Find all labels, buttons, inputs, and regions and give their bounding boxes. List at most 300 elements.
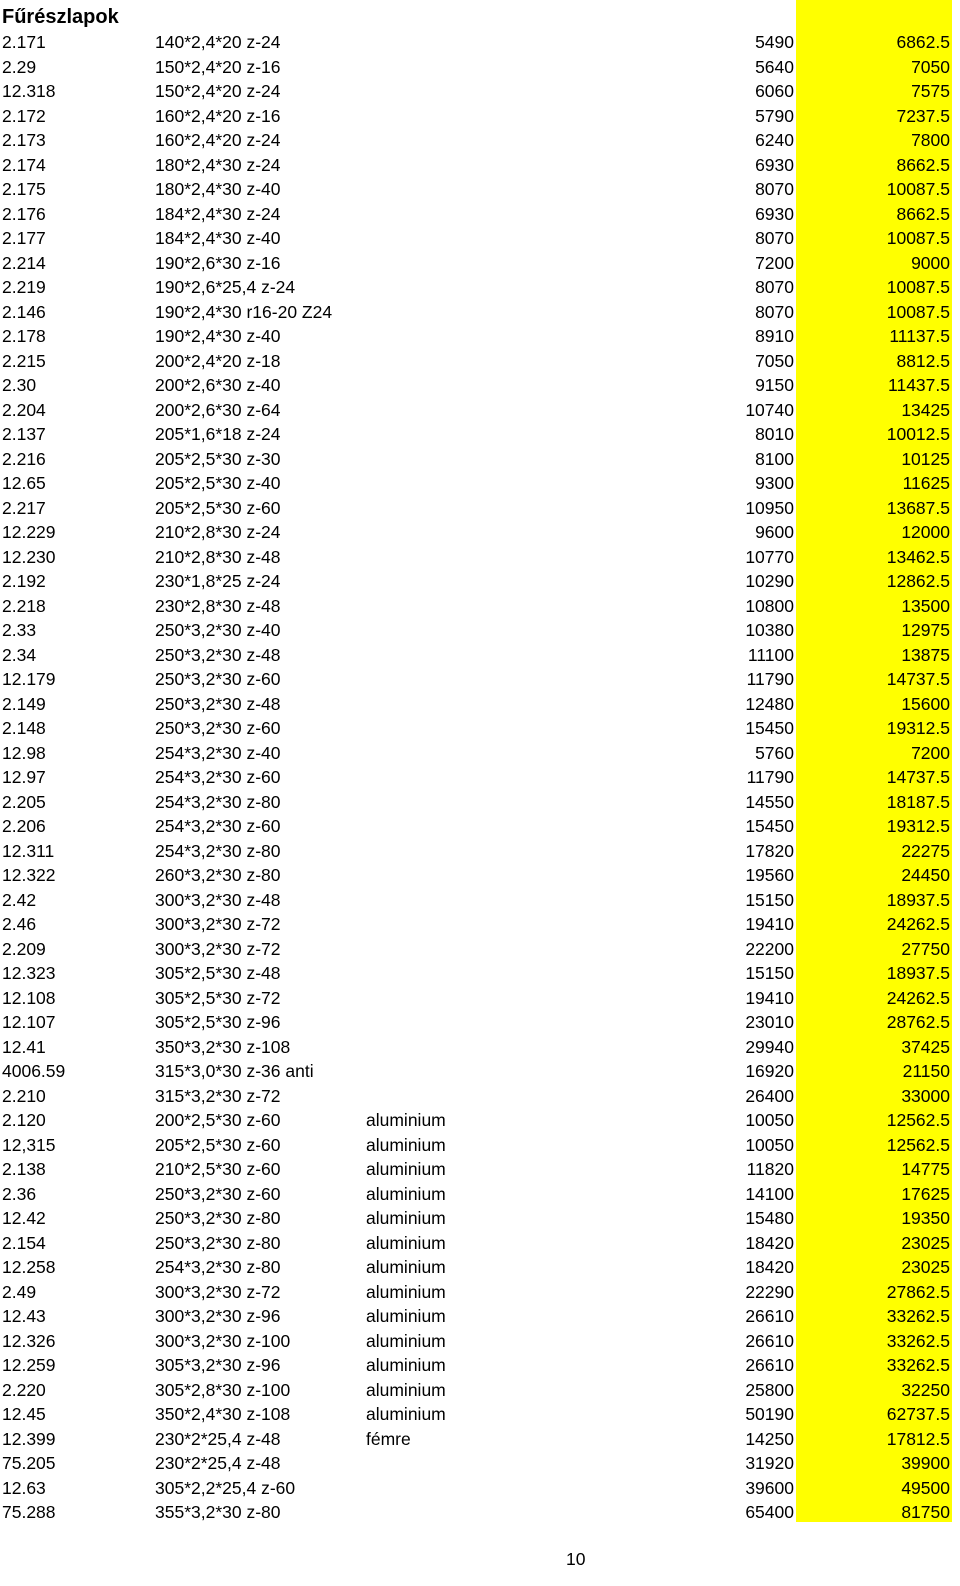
net-price-cell: 5760 xyxy=(755,742,794,763)
net-price-cell: 18420 xyxy=(745,1257,794,1277)
product-code-cell: 2.204 xyxy=(2,399,46,420)
blade-dimensions-cell: 260*3,2*30 z-80 xyxy=(155,865,281,885)
net-price-cell: 23010 xyxy=(745,1012,794,1032)
net-price-cell: 10800 xyxy=(745,595,794,616)
table-row xyxy=(0,545,952,570)
net-price-cell: 7200 xyxy=(755,252,794,273)
gross-price-cell: 19312.5 xyxy=(886,816,950,836)
table-row xyxy=(0,349,952,374)
gross-price-cell: 33262.5 xyxy=(886,1306,950,1326)
table-row xyxy=(0,1010,952,1035)
net-price-cell: 65400 xyxy=(745,1502,794,1522)
blade-dimensions-cell: 205*2,5*30 z-40 xyxy=(155,473,281,493)
gross-price-cell: 7237.5 xyxy=(896,105,950,126)
blade-dimensions-cell: 200*2,5*30 z-60 xyxy=(155,1110,281,1130)
product-code-cell: 12.322 xyxy=(2,865,56,885)
net-price-cell: 8910 xyxy=(755,326,794,346)
gross-price-cell: 23025 xyxy=(901,1232,950,1253)
net-price-cell: 19560 xyxy=(745,865,794,885)
net-price-cell: 15450 xyxy=(745,718,794,738)
material-note-cell xyxy=(366,1500,662,1525)
gross-price-cell: 8812.5 xyxy=(896,350,950,371)
blade-dimensions-cell: 250*3,2*30 z-60 xyxy=(155,718,281,738)
net-price-cell: 29940 xyxy=(745,1036,794,1057)
gross-price-cell: 10012.5 xyxy=(886,424,950,444)
product-code-cell: 12.42 xyxy=(2,1208,46,1228)
material-note-cell xyxy=(366,814,662,839)
product-code-cell: 2.138 xyxy=(2,1159,46,1179)
product-code-cell: 2.209 xyxy=(2,938,46,959)
product-code-cell: 2.171 xyxy=(2,32,46,52)
net-price-cell: 11790 xyxy=(746,767,794,787)
gross-price-cell: 17812.5 xyxy=(886,1428,950,1449)
gross-price-cell: 9000 xyxy=(911,252,950,273)
material-note-cell xyxy=(366,1010,662,1035)
blade-dimensions-cell: 140*2,4*20 z-24 xyxy=(155,32,281,52)
material-note-cell xyxy=(366,545,662,570)
table-row xyxy=(0,104,952,129)
table-row xyxy=(0,1353,952,1378)
blade-dimensions-cell: 230*2*25,4 z-48 xyxy=(155,1428,281,1449)
gross-price-cell: 28762.5 xyxy=(886,1012,950,1032)
table-row xyxy=(0,888,952,913)
net-price-cell: 10050 xyxy=(745,1134,794,1155)
product-code-cell: 2.172 xyxy=(2,105,46,126)
table-row xyxy=(0,520,952,545)
gross-price-cell: 11625 xyxy=(902,473,950,493)
material-note-cell xyxy=(366,496,662,521)
blade-dimensions-cell: 254*3,2*30 z-60 xyxy=(155,816,281,836)
product-code-cell: 2.46 xyxy=(2,914,37,934)
table-row xyxy=(0,226,952,251)
product-code-cell: 12.230 xyxy=(2,546,56,567)
net-price-cell: 10380 xyxy=(745,620,794,640)
product-code-cell: 12.229 xyxy=(2,522,56,542)
table-row xyxy=(0,373,952,398)
gross-price-cell: 13462.5 xyxy=(886,546,950,567)
table-row xyxy=(0,1451,952,1476)
blade-dimensions-cell: 300*3,2*30 z-100 xyxy=(155,1330,291,1351)
net-price-cell: 26610 xyxy=(745,1306,794,1326)
gross-price-cell: 27750 xyxy=(901,938,950,959)
gross-price-cell: 37425 xyxy=(901,1036,950,1057)
blade-dimensions-cell: 305*3,2*30 z-96 xyxy=(155,1355,281,1375)
table-row xyxy=(0,643,952,668)
table-row xyxy=(0,422,952,447)
table-row xyxy=(0,569,952,594)
table-row xyxy=(0,153,952,178)
net-price-cell: 17820 xyxy=(745,840,794,861)
table-row xyxy=(0,961,952,986)
blade-dimensions-cell: 250*3,2*30 z-80 xyxy=(155,1208,281,1228)
material-note-cell: aluminium xyxy=(366,1379,446,1400)
blade-dimensions-cell: 180*2,4*30 z-40 xyxy=(155,179,281,199)
net-price-cell: 50190 xyxy=(745,1404,794,1424)
gross-price-cell: 12862.5 xyxy=(886,571,950,591)
blade-dimensions-cell: 250*3,2*30 z-48 xyxy=(155,644,281,665)
blade-dimensions-cell: 355*3,2*30 z-80 xyxy=(155,1502,281,1522)
product-code-cell: 2.173 xyxy=(2,130,46,150)
table-row xyxy=(0,1231,952,1256)
net-price-cell: 10770 xyxy=(745,546,794,567)
table-row xyxy=(0,1378,952,1403)
table-row xyxy=(0,912,952,937)
material-note-cell: aluminium xyxy=(366,1208,446,1228)
gross-price-cell: 12562.5 xyxy=(886,1134,950,1155)
net-price-cell: 5790 xyxy=(755,105,794,126)
gross-price-cell: 10087.5 xyxy=(886,277,950,297)
blade-dimensions-cell: 160*2,4*20 z-24 xyxy=(155,130,281,150)
net-price-cell: 6930 xyxy=(755,154,794,175)
net-price-cell: 10290 xyxy=(745,571,794,591)
table-row xyxy=(0,1476,952,1501)
table-row xyxy=(0,1255,952,1280)
product-code-cell: 2.148 xyxy=(2,718,46,738)
net-price-cell: 14250 xyxy=(745,1428,794,1449)
blade-dimensions-cell: 250*3,2*30 z-40 xyxy=(155,620,281,640)
table-row xyxy=(0,863,952,888)
gross-price-cell: 22275 xyxy=(901,840,950,861)
material-note-cell xyxy=(366,324,662,349)
gross-price-cell: 32250 xyxy=(901,1379,950,1400)
product-code-cell: 2.137 xyxy=(2,424,46,444)
product-code-cell: 2.49 xyxy=(2,1281,37,1302)
material-note-cell xyxy=(366,1084,662,1109)
table-row xyxy=(0,1035,952,1060)
blade-dimensions-cell: 184*2,4*30 z-24 xyxy=(155,203,281,224)
blade-dimensions-cell: 254*3,2*30 z-80 xyxy=(155,791,281,812)
table-row xyxy=(0,79,952,104)
product-code-cell: 12.326 xyxy=(2,1330,56,1351)
net-price-cell: 16920 xyxy=(745,1061,794,1081)
net-price-cell: 15450 xyxy=(745,816,794,836)
table-row xyxy=(0,937,952,962)
product-code-cell: 2.177 xyxy=(2,228,46,248)
table-row xyxy=(0,765,952,790)
table-row xyxy=(0,447,952,472)
gross-price-cell: 11437.5 xyxy=(888,375,950,395)
table-row xyxy=(0,692,952,717)
product-code-cell: 12.65 xyxy=(2,473,46,493)
material-note-cell xyxy=(366,594,662,619)
net-price-cell: 6930 xyxy=(755,203,794,224)
table-row xyxy=(0,398,952,423)
product-code-cell: 2.36 xyxy=(2,1183,37,1204)
table-row xyxy=(0,594,952,619)
table-row xyxy=(0,1108,952,1133)
net-price-cell: 7050 xyxy=(755,350,794,371)
table-row xyxy=(0,202,952,227)
blade-dimensions-cell: 200*2,6*30 z-40 xyxy=(155,375,281,395)
net-price-cell: 15150 xyxy=(745,963,794,983)
material-note-cell xyxy=(366,349,662,374)
gross-price-cell: 10087.5 xyxy=(886,179,950,199)
table-row xyxy=(0,471,952,496)
blade-dimensions-cell: 305*2,2*25,4 z-60 xyxy=(155,1477,296,1498)
blade-dimensions-cell: 160*2,4*20 z-16 xyxy=(155,105,281,126)
sheet-title: Fűrészlapok xyxy=(2,6,119,28)
blade-dimensions-cell: 150*2,4*20 z-16 xyxy=(155,56,281,77)
table-row xyxy=(0,1280,952,1305)
net-price-cell: 5490 xyxy=(755,32,794,52)
material-note-cell xyxy=(366,1451,662,1476)
blade-dimensions-cell: 200*2,4*20 z-18 xyxy=(155,350,281,371)
table-row xyxy=(0,1500,952,1525)
product-code-cell: 12,315 xyxy=(2,1134,56,1155)
blade-dimensions-cell: 205*2,5*30 z-60 xyxy=(155,497,281,518)
blade-dimensions-cell: 210*2,5*30 z-60 xyxy=(155,1159,281,1179)
blade-dimensions-cell: 210*2,8*30 z-48 xyxy=(155,546,281,567)
net-price-cell: 18420 xyxy=(745,1232,794,1253)
product-code-cell: 4006.59 xyxy=(2,1061,66,1081)
blade-dimensions-cell: 300*3,2*30 z-72 xyxy=(155,938,281,959)
blade-dimensions-cell: 300*3,2*30 z-72 xyxy=(155,1281,281,1302)
material-note-cell xyxy=(366,226,662,251)
net-price-cell: 8070 xyxy=(755,228,794,248)
material-note-cell xyxy=(366,1476,662,1501)
product-code-cell: 12.318 xyxy=(2,81,56,101)
table-row xyxy=(0,1084,952,1109)
net-price-cell: 9150 xyxy=(755,375,794,395)
net-price-cell: 25800 xyxy=(745,1379,794,1400)
gross-price-cell: 10087.5 xyxy=(886,228,950,248)
product-code-cell: 75.205 xyxy=(2,1453,56,1473)
material-note-cell xyxy=(366,790,662,815)
table-row xyxy=(0,741,952,766)
product-code-cell: 12.259 xyxy=(2,1355,56,1375)
material-note-cell xyxy=(366,618,662,643)
table-row xyxy=(0,1427,952,1452)
gross-price-cell: 14737.5 xyxy=(886,767,950,787)
product-code-cell: 12.97 xyxy=(2,767,46,787)
blade-dimensions-cell: 254*3,2*30 z-80 xyxy=(155,840,281,861)
gross-price-cell: 10125 xyxy=(901,448,950,469)
net-price-cell: 26400 xyxy=(745,1085,794,1106)
blade-dimensions-cell: 350*2,4*30 z-108 xyxy=(155,1404,291,1424)
net-price-cell: 19410 xyxy=(745,987,794,1008)
net-price-cell: 39600 xyxy=(745,1477,794,1498)
product-code-cell: 2.174 xyxy=(2,154,46,175)
material-note-cell xyxy=(366,643,662,668)
blade-dimensions-cell: 250*3,2*30 z-60 xyxy=(155,669,281,689)
table-row xyxy=(0,30,952,55)
net-price-cell: 15150 xyxy=(745,889,794,910)
table-row xyxy=(0,814,952,839)
blade-dimensions-cell: 230*1,8*25 z-24 xyxy=(155,571,281,591)
blade-dimensions-cell: 305*2,8*30 z-100 xyxy=(155,1379,291,1400)
gross-price-cell: 17625 xyxy=(901,1183,950,1204)
blade-dimensions-cell: 180*2,4*30 z-24 xyxy=(155,154,281,175)
net-price-cell: 12480 xyxy=(745,693,794,714)
material-note-cell xyxy=(366,447,662,472)
net-price-cell: 11100 xyxy=(747,644,794,665)
blade-dimensions-cell: 184*2,4*30 z-40 xyxy=(155,228,281,248)
net-price-cell: 31920 xyxy=(745,1453,794,1473)
page-number: 10 xyxy=(566,1549,586,1569)
blade-dimensions-cell: 150*2,4*20 z-24 xyxy=(155,81,281,101)
gross-price-cell: 12000 xyxy=(901,522,950,542)
blade-dimensions-cell: 254*3,2*30 z-40 xyxy=(155,742,281,763)
blade-dimensions-cell: 305*2,5*30 z-72 xyxy=(155,987,281,1008)
material-note-cell: aluminium xyxy=(366,1159,446,1179)
table-row xyxy=(0,839,952,864)
gross-price-cell: 7800 xyxy=(911,130,950,150)
blade-dimensions-cell: 230*2*25,4 z-48 xyxy=(155,1453,281,1473)
gross-price-cell: 11137.5 xyxy=(889,326,950,346)
blade-dimensions-cell: 205*1,6*18 z-24 xyxy=(155,424,281,444)
net-price-cell: 9600 xyxy=(755,522,794,542)
gross-price-cell: 33000 xyxy=(901,1085,950,1106)
product-code-cell: 2.206 xyxy=(2,816,46,836)
material-note-cell xyxy=(366,912,662,937)
product-code-cell: 12.43 xyxy=(2,1306,46,1326)
table-row xyxy=(0,986,952,1011)
gross-price-cell: 15600 xyxy=(901,693,950,714)
table-row xyxy=(0,716,952,741)
material-note-cell xyxy=(366,153,662,178)
product-code-cell: 2.216 xyxy=(2,448,46,469)
blade-dimensions-cell: 305*2,5*30 z-96 xyxy=(155,1012,281,1032)
material-note-cell xyxy=(366,104,662,129)
gross-price-cell: 8662.5 xyxy=(896,154,950,175)
material-note-cell: aluminium xyxy=(366,1232,446,1253)
gross-price-cell: 7200 xyxy=(911,742,950,763)
gross-price-cell: 8662.5 xyxy=(896,203,950,224)
blade-dimensions-cell: 315*3,2*30 z-72 xyxy=(155,1085,281,1106)
gross-price-cell: 81750 xyxy=(901,1502,950,1522)
net-price-cell: 6240 xyxy=(755,130,794,150)
blade-dimensions-cell: 254*3,2*30 z-60 xyxy=(155,767,281,787)
material-note-cell xyxy=(366,863,662,888)
product-code-cell: 12.399 xyxy=(2,1428,56,1449)
product-code-cell: 2.30 xyxy=(2,375,37,395)
material-note-cell xyxy=(366,520,662,545)
net-price-cell: 8070 xyxy=(755,179,794,199)
gross-price-cell: 12562.5 xyxy=(886,1110,950,1130)
gross-price-cell: 19350 xyxy=(901,1208,950,1228)
gross-price-cell: 33262.5 xyxy=(886,1330,950,1351)
net-price-cell: 6060 xyxy=(755,81,794,101)
material-note-cell xyxy=(366,667,662,692)
material-note-cell xyxy=(366,373,662,398)
material-note-cell xyxy=(366,888,662,913)
blade-dimensions-cell: 190*2,4*30 r16-20 Z24 xyxy=(155,301,333,322)
table-row xyxy=(0,1206,952,1231)
gross-price-cell: 19312.5 xyxy=(886,718,950,738)
net-price-cell: 10050 xyxy=(745,1110,794,1130)
product-code-cell: 2.215 xyxy=(2,350,46,371)
blade-dimensions-cell: 254*3,2*30 z-80 xyxy=(155,1257,281,1277)
gross-price-cell: 18937.5 xyxy=(886,963,950,983)
product-code-cell: 12.258 xyxy=(2,1257,56,1277)
table-row xyxy=(0,790,952,815)
material-note-cell xyxy=(366,716,662,741)
product-code-cell: 2.34 xyxy=(2,644,37,665)
blade-dimensions-cell: 190*2,6*30 z-16 xyxy=(155,252,281,273)
material-note-cell: aluminium xyxy=(366,1281,446,1302)
gross-price-cell: 62737.5 xyxy=(886,1404,950,1424)
blade-dimensions-cell: 250*3,2*30 z-60 xyxy=(155,1183,281,1204)
product-code-cell: 12.107 xyxy=(2,1012,56,1032)
product-code-cell: 2.205 xyxy=(2,791,46,812)
material-note-cell xyxy=(366,251,662,276)
gross-price-cell: 27862.5 xyxy=(886,1281,950,1302)
blade-dimensions-cell: 200*2,6*30 z-64 xyxy=(155,399,281,420)
gross-price-cell: 33262.5 xyxy=(886,1355,950,1375)
material-note-cell xyxy=(366,79,662,104)
material-note-cell xyxy=(366,300,662,325)
gross-price-cell: 14775 xyxy=(901,1159,950,1179)
table-row xyxy=(0,1059,952,1084)
product-code-cell: 2.175 xyxy=(2,179,46,199)
blade-dimensions-cell: 250*3,2*30 z-48 xyxy=(155,693,281,714)
table-row xyxy=(0,1304,952,1329)
net-price-cell: 11820 xyxy=(746,1159,794,1179)
product-code-cell: 12.63 xyxy=(2,1477,46,1498)
gross-price-cell: 24262.5 xyxy=(886,914,950,934)
product-code-cell: 2.154 xyxy=(2,1232,46,1253)
net-price-cell: 22290 xyxy=(745,1281,794,1302)
material-note-cell: aluminium xyxy=(366,1183,446,1204)
gross-price-cell: 18187.5 xyxy=(886,791,950,812)
material-note-cell xyxy=(366,937,662,962)
product-code-cell: 12.45 xyxy=(2,1404,46,1424)
product-code-cell: 2.192 xyxy=(2,571,46,591)
product-code-cell: 2.42 xyxy=(2,889,37,910)
gross-price-cell: 7575 xyxy=(911,81,950,101)
material-note-cell xyxy=(366,1059,662,1084)
product-code-cell: 2.33 xyxy=(2,620,37,640)
material-note-cell xyxy=(366,1035,662,1060)
gross-price-cell: 39900 xyxy=(901,1453,950,1473)
material-note-cell xyxy=(366,202,662,227)
material-note-cell xyxy=(366,422,662,447)
price-table xyxy=(0,30,952,1525)
gross-price-cell: 13687.5 xyxy=(886,497,950,518)
net-price-cell: 26610 xyxy=(745,1355,794,1375)
product-code-cell: 12.323 xyxy=(2,963,56,983)
blade-dimensions-cell: 210*2,8*30 z-24 xyxy=(155,522,281,542)
blade-dimensions-cell: 190*2,4*30 z-40 xyxy=(155,326,281,346)
table-row xyxy=(0,1402,952,1427)
product-code-cell: 2.210 xyxy=(2,1085,46,1106)
gross-price-cell: 14737.5 xyxy=(886,669,950,689)
material-note-cell: aluminium xyxy=(366,1355,446,1375)
product-code-cell: 12.41 xyxy=(2,1036,46,1057)
product-code-cell: 2.146 xyxy=(2,301,46,322)
material-note-cell: aluminium xyxy=(366,1330,446,1351)
table-row xyxy=(0,618,952,643)
blade-dimensions-cell: 350*3,2*30 z-108 xyxy=(155,1036,291,1057)
material-note-cell xyxy=(366,692,662,717)
blade-dimensions-cell: 300*3,2*30 z-48 xyxy=(155,889,281,910)
material-note-cell xyxy=(366,471,662,496)
table-row xyxy=(0,251,952,276)
net-price-cell: 8010 xyxy=(755,424,794,444)
price-table-body xyxy=(0,30,952,1525)
gross-price-cell: 23025 xyxy=(901,1257,950,1277)
material-note-cell: aluminium xyxy=(366,1306,446,1326)
product-code-cell: 2.220 xyxy=(2,1379,46,1400)
blade-dimensions-cell: 250*3,2*30 z-80 xyxy=(155,1232,281,1253)
gross-price-cell: 13425 xyxy=(901,399,950,420)
material-note-cell: aluminium xyxy=(366,1404,446,1424)
net-price-cell: 9300 xyxy=(755,473,794,493)
net-price-cell: 8100 xyxy=(755,448,794,469)
material-note-cell xyxy=(366,275,662,300)
material-note-cell: fémre xyxy=(366,1428,411,1449)
material-note-cell xyxy=(366,765,662,790)
